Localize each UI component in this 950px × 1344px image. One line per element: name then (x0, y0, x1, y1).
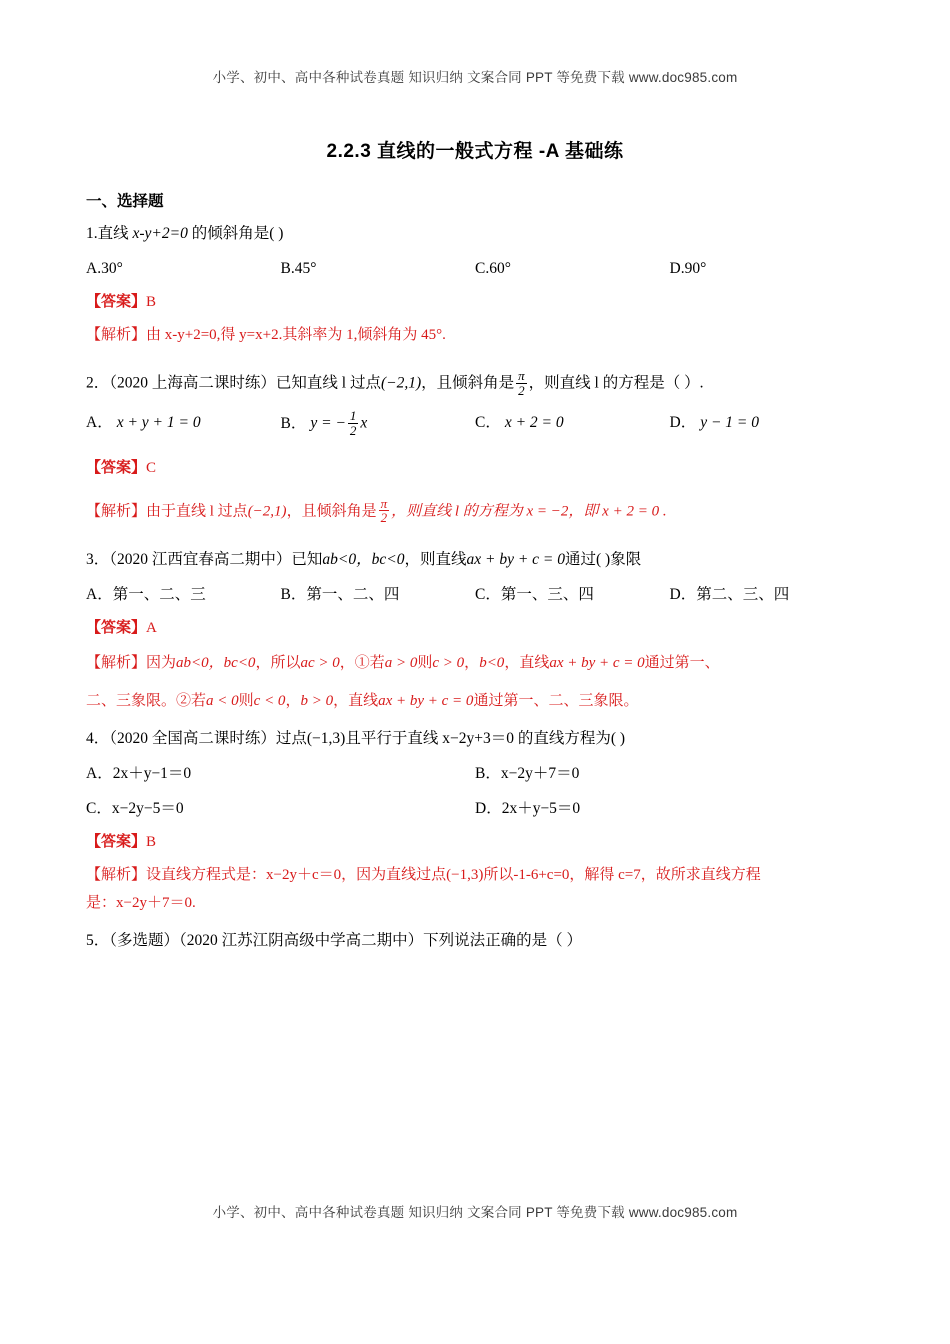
question-3-explanation-line-1 (86, 648, 864, 678)
q3-explain-i: b<0 (479, 654, 505, 671)
q2-explain-tag: 【解析】 (86, 503, 147, 520)
question-1-explanation (86, 322, 864, 348)
q3-explain-cond2: bc<0 (223, 654, 256, 671)
section-heading: 一、选择题 (86, 193, 164, 210)
q4-explain-tag: 【解析】 (86, 866, 147, 883)
q3-explain-d: ，①若 (339, 654, 385, 671)
question-4-explanation-line-2 (86, 890, 864, 916)
q1-number: 1. (86, 225, 98, 242)
q4-explain-line-2: 是：x−2y＋7＝0. (86, 895, 196, 912)
q1-explain-tag: 【解析】 (86, 326, 147, 343)
q3-explain-a: 因为 (146, 654, 177, 671)
q2-stem-fraction (516, 369, 527, 397)
q1-stem-pre: 直线 (97, 225, 133, 242)
question-5-stem (86, 928, 864, 950)
q2-explain-point: (−2,1) (247, 503, 287, 520)
q1-answer-value: B (146, 293, 157, 310)
q3-option-d[interactable]: D．第二、三、四 (669, 586, 790, 604)
q2-frac-denominator: 2 (516, 383, 527, 398)
q3-stem-cond1: ab<0， (322, 551, 372, 569)
q2-explain-b: ，且倾斜角是 (286, 503, 377, 520)
q3-explain-k: 通过第一、 (644, 654, 720, 671)
q2-explain-a: 由于直线 l 过点 (146, 503, 248, 520)
question-3-explanation-line-2 (86, 686, 864, 716)
q1-stem-math: x-y+2=0 (132, 225, 188, 242)
q3-explain2-b: a < 0 (206, 692, 239, 709)
q1-answer-tag: 【答案】 (86, 293, 147, 310)
q3-answer-value: A (146, 619, 157, 636)
header-watermark-note: 小学、初中、高中各种试卷真题 知识归纳 文案合同 PPT 等免费下载 www.doc985.com (212, 70, 738, 85)
question-1-answer (86, 291, 864, 314)
question-4-answer (86, 831, 864, 854)
q2-option-b-text: y = − $\frac{1}{2}$ x (310, 408, 368, 438)
q3-stem-b: ，则直线 (404, 551, 467, 569)
q3-explain-tag: 【解析】 (86, 654, 147, 671)
question-3-stem (86, 548, 864, 571)
q2-stem-c: ，则直线 l 的方程是（ ）. (528, 374, 704, 392)
q1-option-a[interactable]: A.30° (86, 260, 123, 278)
q2-option-c[interactable] (475, 410, 670, 438)
q2-frac-numerator: π (518, 368, 525, 383)
q3-explain-j: ，直线 (504, 654, 550, 671)
question-4-options-row-2 (86, 797, 864, 820)
q2-option-a[interactable] (86, 410, 281, 438)
q2-option-d[interactable] (670, 410, 865, 438)
q4-stem-text: （2020 全国高二课时练）过点(−1,3)且平行于直线 x−2y+3＝0 的直线方程为( ) (109, 729, 626, 747)
q5-number: 5． (86, 932, 110, 950)
q2-answer-value: C (146, 459, 157, 476)
q3-explain-h: ， (464, 654, 480, 671)
q3-explain-equation-2: ax + by + c = 0 (378, 692, 474, 709)
q2-option-c-text: x + 2 = 0 (504, 414, 564, 432)
page-title: 2.2.3 直线的一般式方程 -A 基础练 (326, 141, 624, 162)
q3-explain2-c: 则 (238, 692, 254, 709)
q2-number: 2． (86, 374, 110, 392)
q2-explain-fraction (379, 497, 390, 525)
q3-explain-f: 则 (417, 654, 433, 671)
q2-answer-tag: 【答案】 (86, 459, 147, 476)
q4-option-a[interactable]: A．2x＋y−1＝0 (86, 765, 192, 783)
q2-stem-b: ，且倾斜角是 (421, 374, 515, 392)
q2-option-d-text: y − 1 = 0 (700, 414, 760, 432)
q4-number: 4． (86, 729, 110, 747)
q3-explain-c: ac > 0 (300, 654, 340, 671)
footer-watermark-note: 小学、初中、高中各种试卷真题 知识归纳 文案合同 PPT 等免费下载 www.doc985.com (212, 1205, 738, 1220)
q2-explain-frac-numerator: π (380, 495, 388, 511)
q2-explain-frac-denominator: 2 (379, 510, 390, 525)
q2-option-d-label: D． (669, 414, 697, 432)
q1-explain-text: 由 x-y+2=0,得 y=x+2.其斜率为 1,倾斜角为 45°. (146, 326, 446, 343)
q2-option-b[interactable] (281, 410, 476, 438)
q4-explain-line-1: 设直线方程式是：x−2y＋c＝0，因为直线过点(−1,3)所以-1-6+c=0，解得 c=7，故所求直线方程 (146, 866, 761, 883)
q3-explain-g: c > 0 (432, 654, 465, 671)
q2-stem-a: （2020 上海高二课时练）已知直线 l 过点 (109, 374, 381, 392)
q3-option-b[interactable]: B．第一、二、四 (280, 586, 400, 604)
q5-stem-text: （多选题）（2020 江苏江阴高级中学高二期中）下列说法正确的是（ ） (109, 932, 583, 950)
q3-stem-equation: ax + by + c = 0 (466, 551, 566, 569)
q3-explain2-d: c < 0 (253, 692, 286, 709)
q3-explain-e: a > 0 (384, 654, 418, 671)
q3-option-c[interactable]: C．第一、三、四 (475, 586, 594, 604)
q4-answer-value: B (146, 833, 157, 850)
question-3-options (86, 583, 864, 606)
question-4-explanation-line-1 (86, 862, 864, 888)
q3-explain2-e: ， (285, 692, 301, 709)
q2-stem-point: (−2,1) (380, 374, 422, 392)
q2-option-b-label: B． (280, 414, 307, 432)
q1-option-c[interactable]: C.60° (475, 260, 511, 278)
q3-stem-a: （2020 江西宜春高二期中）已知 (109, 551, 323, 569)
q3-stem-c: 通过( )象限 (565, 551, 642, 569)
q1-option-d[interactable]: D.90° (669, 260, 707, 278)
q3-explain2-g: ，直线 (333, 692, 379, 709)
q3-option-a[interactable]: A．第一、二、三 (86, 586, 206, 604)
q2-option-a-text: x + y + 1 = 0 (116, 414, 201, 432)
q2-explain-c: ，则直线 l 的方程为 x = −2，即 x + 2 = 0 . (391, 503, 667, 520)
q4-option-d[interactable]: D．2x＋y−5＝0 (475, 800, 581, 818)
question-1-options (86, 257, 864, 280)
question-2-explanation (86, 495, 864, 526)
q4-option-c[interactable]: C．x−2y−5＝0 (86, 800, 184, 818)
q3-number: 3． (86, 551, 110, 569)
q3-explain-b: ，所以 (255, 654, 301, 671)
q3-answer-tag: 【答案】 (86, 619, 147, 636)
q2-option-c-label: C． (475, 414, 501, 432)
q1-stem-post: 的倾斜角是( ) (187, 225, 284, 242)
q1-option-b[interactable]: B.45° (280, 260, 317, 278)
question-1-stem (86, 222, 864, 245)
q3-explain2-a: 二、三象限。②若 (86, 692, 207, 709)
q3-stem-cond2: bc<0 (371, 551, 405, 569)
question-4-stem (86, 727, 864, 750)
question-2-stem (86, 370, 864, 398)
question-4-options-row-1 (86, 762, 864, 785)
q2-option-a-label: A． (86, 414, 113, 432)
q3-explain-cond1: ab<0， (176, 654, 224, 671)
q3-explain2-f: b > 0 (300, 692, 334, 709)
question-3-answer (86, 617, 864, 640)
question-2-options (86, 410, 864, 438)
q4-option-b[interactable]: B．x−2y＋7＝0 (475, 765, 580, 783)
q3-explain2-h: 通过第一、二、三象限。 (473, 692, 639, 709)
q4-answer-tag: 【答案】 (86, 833, 147, 850)
q3-explain-equation-1: ax + by + c = 0 (549, 654, 645, 671)
question-2-answer (86, 457, 864, 480)
